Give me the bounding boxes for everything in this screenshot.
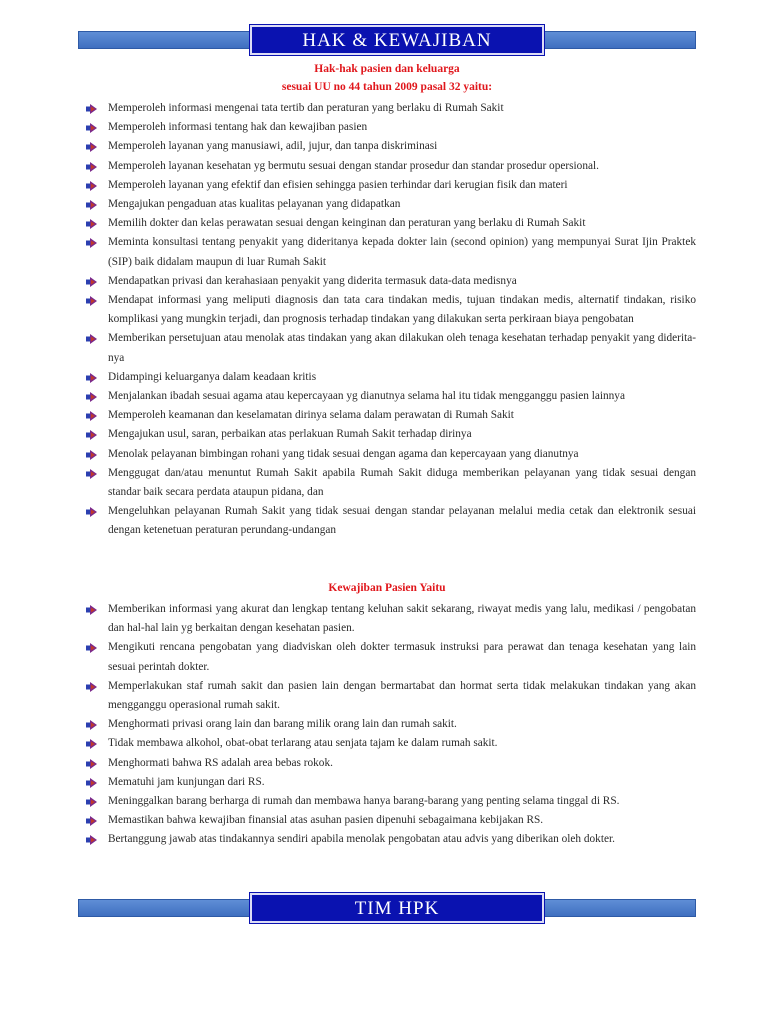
list-item xyxy=(86,387,696,406)
list-item-text: Tidak membawa alkohol, obat-obat terlarang atau senjata tajam ke dalam rumah sakit. xyxy=(108,737,498,750)
hak-heading-line1: Hak-hak pasien dan keluarga xyxy=(314,63,460,75)
list-item xyxy=(86,176,696,195)
list-item-text: Meminta konsultasi tentang penyakit yang dideritanya kepada dokter lain (second opinion) yang mempunyai Surat Ijin Praktek (SIP) baik didalam maupun di luar Rumah Sakit xyxy=(108,236,696,268)
list-item-text: Mendapat informasi yang meliputi diagnosis dan tata cara tindakan medis, tujuan tindakan medis, alternatif tindakan, risiko komplikasi yang mungkin terjadi, dan prognosis terhadap tindakan yang dilakukan serta perkiraan biaya pengobatan xyxy=(108,294,696,326)
list-item-text: Mengikuti rencana pengobatan yang diadviskan oleh dokter termasuk instruksi para perawat dan tenaga kesehatan yang lain sesuai perintah dokter. xyxy=(108,641,696,673)
list-item-text: Mematuhi jam kunjungan dari RS. xyxy=(108,775,265,788)
list-item xyxy=(86,368,696,387)
list-item xyxy=(86,464,696,502)
arrow-bullet-icon xyxy=(86,681,98,693)
list-item-text: Menjalankan ibadah sesuai agama atau kepercayaan yg dianutnya selama hal itu tidak mengganggu pasien lainnya xyxy=(108,390,625,403)
arrow-bullet-icon xyxy=(86,468,98,480)
list-item xyxy=(86,233,696,271)
arrow-bullet-icon xyxy=(86,180,98,192)
page-title: HAK & KEWAJIBAN xyxy=(250,25,544,55)
list-item-text: Meninggalkan barang berharga di rumah dan membawa hanya barang-barang yang penting selama tinggal di RS. xyxy=(108,795,620,808)
list-item xyxy=(86,214,696,233)
list-item-text: Memberikan informasi yang akurat dan lengkap tentang keluhan sakit sekarang, riwayat medis yang lalu, medikasi / pengobatan dan hal-hal lain yg berkaitan dengan kesehatan pasien. xyxy=(108,603,696,635)
list-item xyxy=(86,329,696,367)
list-item xyxy=(86,502,696,540)
list-item xyxy=(86,272,696,291)
arrow-bullet-icon xyxy=(86,796,98,808)
list-item-text: Didampingi keluarganya dalam keadaan kritis xyxy=(108,370,317,383)
arrow-bullet-icon xyxy=(86,103,98,115)
arrow-bullet-icon xyxy=(86,429,98,441)
list-item-text: Mendapatkan privasi dan kerahasiaan penyakit yang diderita termasuk data-data medisnya xyxy=(108,274,517,287)
arrow-bullet-icon xyxy=(86,161,98,173)
list-item xyxy=(86,157,696,176)
list-item xyxy=(86,773,696,792)
list-item-text: Memastikan bahwa kewajiban finansial atas asuhan pasien dipenuhi sebagaimana kebijakan RS. xyxy=(108,814,544,827)
list-item-text: Menghormati bahwa RS adalah area bebas rokok. xyxy=(108,756,333,769)
arrow-bullet-icon xyxy=(86,506,98,518)
footer-title: TIM HPK xyxy=(250,893,544,923)
arrow-bullet-icon xyxy=(86,642,98,654)
hak-list xyxy=(86,99,696,541)
list-item xyxy=(86,754,696,773)
list-item-text: Memperoleh layanan yang manusiawi, adil, jujur, dan tanpa diskriminasi xyxy=(108,140,438,153)
list-item-text: Memilih dokter dan kelas perawatan sesuai dengan keinginan dan peraturan yang berlaku di Rumah Sakit xyxy=(108,217,586,230)
list-item-text: Memperoleh layanan yang efektif dan efisien sehingga pasien terhindar dari kerugian fisik dan materi xyxy=(108,178,568,191)
list-item xyxy=(86,291,696,329)
list-item-text: Mengajukan pengaduan atas kualitas pelayanan yang didapatkan xyxy=(108,198,401,211)
list-item xyxy=(86,118,696,137)
list-item xyxy=(86,99,696,118)
arrow-bullet-icon xyxy=(86,834,98,846)
list-item-text: Menolak pelayanan bimbingan rohani yang tidak sesuai dengan agama dan kepercayaan yang dianutnya xyxy=(108,447,579,460)
list-item-text: Bertanggung jawab atas tindakannya sendiri apabila menolak pengobatan atau advis yang diberikan oleh dokter. xyxy=(108,833,615,846)
list-item-text: Mengeluhkan pelayanan Rumah Sakit yang tidak sesuai dengan standar pelayanan melalui media cetak dan elektronik sesuai dengan ketenetuan peraturan perundang-undangan xyxy=(108,505,696,537)
list-item xyxy=(86,600,696,638)
list-item xyxy=(86,406,696,425)
arrow-bullet-icon xyxy=(86,604,98,616)
list-item xyxy=(86,830,696,849)
list-item-text: Memperoleh layanan kesehatan yg bermutu sesuai dengan standar prosedur dan standar prosedur opersional. xyxy=(108,159,599,172)
list-item xyxy=(86,195,696,214)
list-item-text: Memperoleh keamanan dan keselamatan dirinya selama dalam perawatan di Rumah Sakit xyxy=(108,409,514,422)
list-item xyxy=(86,445,696,464)
arrow-bullet-icon xyxy=(86,122,98,134)
list-item xyxy=(86,715,696,734)
arrow-bullet-icon xyxy=(86,391,98,403)
arrow-bullet-icon xyxy=(86,738,98,750)
hak-heading-line2: sesuai UU no 44 tahun 2009 pasal 32 yaitu: xyxy=(281,81,493,93)
list-item xyxy=(86,811,696,830)
arrow-bullet-icon xyxy=(86,218,98,230)
list-item-text: Memberikan persetujuan atau menolak atas tindakan yang akan dilakukan oleh tenaga kesehatan terhadap penyakit yang diderita-nya xyxy=(108,332,696,364)
list-item-text: Memperlakukan staf rumah sakit dan pasien lain dengan bermartabat dan hormat serta tidak melakukan tindakan yang akan mengganggu operasional rumah sakit. xyxy=(108,679,696,712)
arrow-bullet-icon xyxy=(86,295,98,307)
arrow-bullet-icon xyxy=(86,815,98,827)
arrow-bullet-icon xyxy=(86,276,98,288)
list-item xyxy=(86,425,696,444)
list-item-text: Menggugat dan/atau menuntut Rumah Sakit apabila Rumah Sakit diduga memberikan pelayanan yang tidak sesuai dengan standar baik secara perdata ataupun pidana, dan xyxy=(108,466,696,499)
arrow-bullet-icon xyxy=(86,758,98,770)
arrow-bullet-icon xyxy=(86,719,98,731)
arrow-bullet-icon xyxy=(86,199,98,211)
list-item xyxy=(86,677,696,715)
list-item-text: Mengajukan usul, saran, perbaikan atas perlakuan Rumah Sakit terhadap dirinya xyxy=(108,428,472,441)
arrow-bullet-icon xyxy=(86,237,98,249)
list-item-text: Menghormati privasi orang lain dan barang milik orang lain dan rumah sakit. xyxy=(108,718,457,731)
arrow-bullet-icon xyxy=(86,141,98,153)
arrow-bullet-icon xyxy=(86,449,98,461)
arrow-bullet-icon xyxy=(86,372,98,384)
list-item xyxy=(86,638,696,676)
list-item-text: Memperoleh informasi tentang hak dan kewajiban pasien xyxy=(108,121,368,134)
list-item xyxy=(86,792,696,811)
kewajiban-heading: Kewajiban Pasien Yaitu xyxy=(328,582,446,594)
kewajiban-list xyxy=(86,600,696,850)
arrow-bullet-icon xyxy=(86,333,98,345)
arrow-bullet-icon xyxy=(86,410,98,422)
list-item xyxy=(86,137,696,156)
list-item-text: Memperoleh informasi mengenai tata tertib dan peraturan yang berlaku di Rumah Sakit xyxy=(108,102,504,114)
arrow-bullet-icon xyxy=(86,777,98,789)
list-item xyxy=(86,734,696,753)
